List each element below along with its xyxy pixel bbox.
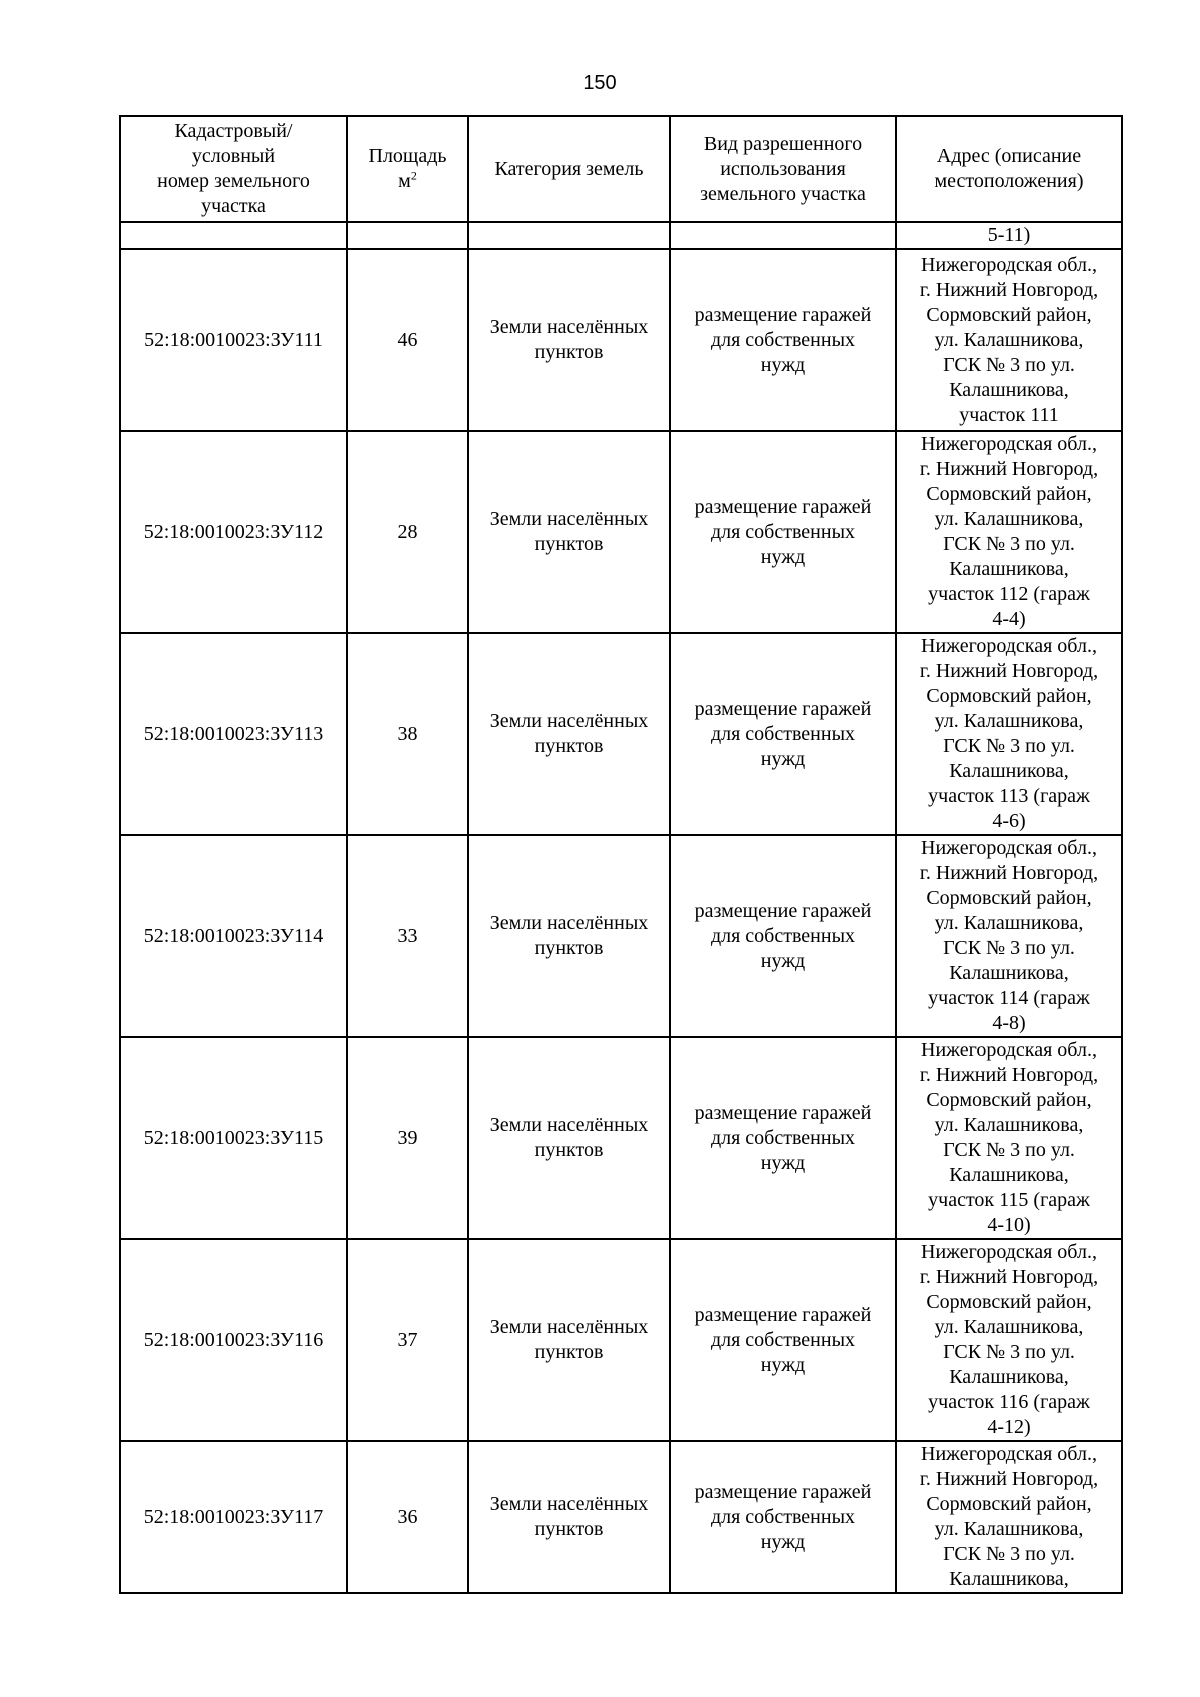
continuation-row bbox=[120, 222, 1122, 249]
cadastral-number: 52:18:0010023:ЗУ113 bbox=[120, 633, 347, 835]
table-row bbox=[120, 835, 1122, 1037]
header-cadastral: Кадастровый/ условный номер земельного участка bbox=[120, 116, 347, 222]
address: Нижегородская обл., г. Нижний Новгород, Сормовский район, ул. Калашникова, ГСК № 3 по ул. Калашникова, участок 112 (гараж 4-4) bbox=[896, 431, 1122, 633]
permitted-use: размещение гаражей для собственных нужд bbox=[670, 249, 896, 431]
land-category: Земли населённых пунктов bbox=[468, 249, 670, 431]
header-area: Площадь $м^2$ bbox=[347, 116, 468, 222]
header-permitted-use: Вид разрешенного использования земельного участка bbox=[670, 116, 896, 222]
area-value: 33 bbox=[347, 835, 468, 1037]
address: Нижегородская обл., г. Нижний Новгород, Сормовский район, ул. Калашникова, ГСК № 3 по ул. Калашникова, участок 114 (гараж 4-8) bbox=[896, 835, 1122, 1037]
table-row bbox=[120, 431, 1122, 633]
area-value: 39 bbox=[347, 1037, 468, 1239]
permitted-use: размещение гаражей для собственных нужд bbox=[670, 835, 896, 1037]
table-row bbox=[120, 633, 1122, 835]
permitted-use: размещение гаражей для собственных нужд bbox=[670, 1239, 896, 1441]
permitted-use: размещение гаражей для собственных нужд bbox=[670, 633, 896, 835]
area-value: 37 bbox=[347, 1239, 468, 1441]
land-category: Земли населённых пунктов bbox=[468, 1239, 670, 1441]
area-value: 36 bbox=[347, 1441, 468, 1593]
land-category: Земли населённых пунктов bbox=[468, 1441, 670, 1593]
area-unit-superscript: 2 bbox=[410, 168, 417, 183]
table-header-row bbox=[120, 116, 1122, 222]
land-category: Земли населённых пунктов bbox=[468, 431, 670, 633]
address: Нижегородская обл., г. Нижний Новгород, Сормовский район, ул. Калашникова, ГСК № 3 по ул. Калашникова, участок 111 bbox=[896, 249, 1122, 431]
cadastral-number: 52:18:0010023:ЗУ114 bbox=[120, 835, 347, 1037]
land-category: Земли населённых пунктов bbox=[468, 835, 670, 1037]
cadastral-number: 52:18:0010023:ЗУ117 bbox=[120, 1441, 347, 1593]
cadastral-number: 52:18:0010023:ЗУ115 bbox=[120, 1037, 347, 1239]
land-category: Земли населённых пунктов bbox=[468, 1037, 670, 1239]
land-category: Земли населённых пунктов bbox=[468, 633, 670, 835]
table-row bbox=[120, 249, 1122, 431]
area-value: 46 bbox=[347, 249, 468, 431]
address: Нижегородская обл., г. Нижний Новгород, Сормовский район, ул. Калашникова, ГСК № 3 по ул. Калашникова, участок 116 (гараж 4-12) bbox=[896, 1239, 1122, 1441]
page-number: 150 bbox=[583, 72, 617, 94]
cadastral-number: 52:18:0010023:ЗУ112 bbox=[120, 431, 347, 633]
table-row bbox=[120, 1037, 1122, 1239]
address: Нижегородская обл., г. Нижний Новгород, Сормовский район, ул. Калашникова, ГСК № 3 по ул. Калашникова, bbox=[896, 1441, 1122, 1593]
land-plots-table bbox=[119, 115, 1123, 1594]
table-row bbox=[120, 1441, 1122, 1593]
continuation-address: 5-11) bbox=[896, 222, 1122, 249]
area-value: 38 bbox=[347, 633, 468, 835]
area-value: 28 bbox=[347, 431, 468, 633]
table-row bbox=[120, 1239, 1122, 1441]
permitted-use: размещение гаражей для собственных нужд bbox=[670, 1037, 896, 1239]
header-category: Категория земель bbox=[468, 116, 670, 222]
cadastral-number: 52:18:0010023:ЗУ116 bbox=[120, 1239, 347, 1441]
permitted-use: размещение гаражей для собственных нужд bbox=[670, 431, 896, 633]
header-address: Адрес (описание местоположения) bbox=[896, 116, 1122, 222]
address: Нижегородская обл., г. Нижний Новгород, Сормовский район, ул. Калашникова, ГСК № 3 по ул. Калашникова, участок 115 (гараж 4-10) bbox=[896, 1037, 1122, 1239]
address: Нижегородская обл., г. Нижний Новгород, Сормовский район, ул. Калашникова, ГСК № 3 по ул. Калашникова, участок 113 (гараж 4-6) bbox=[896, 633, 1122, 835]
permitted-use: размещение гаражей для собственных нужд bbox=[670, 1441, 896, 1593]
cadastral-number: 52:18:0010023:ЗУ111 bbox=[120, 249, 347, 431]
